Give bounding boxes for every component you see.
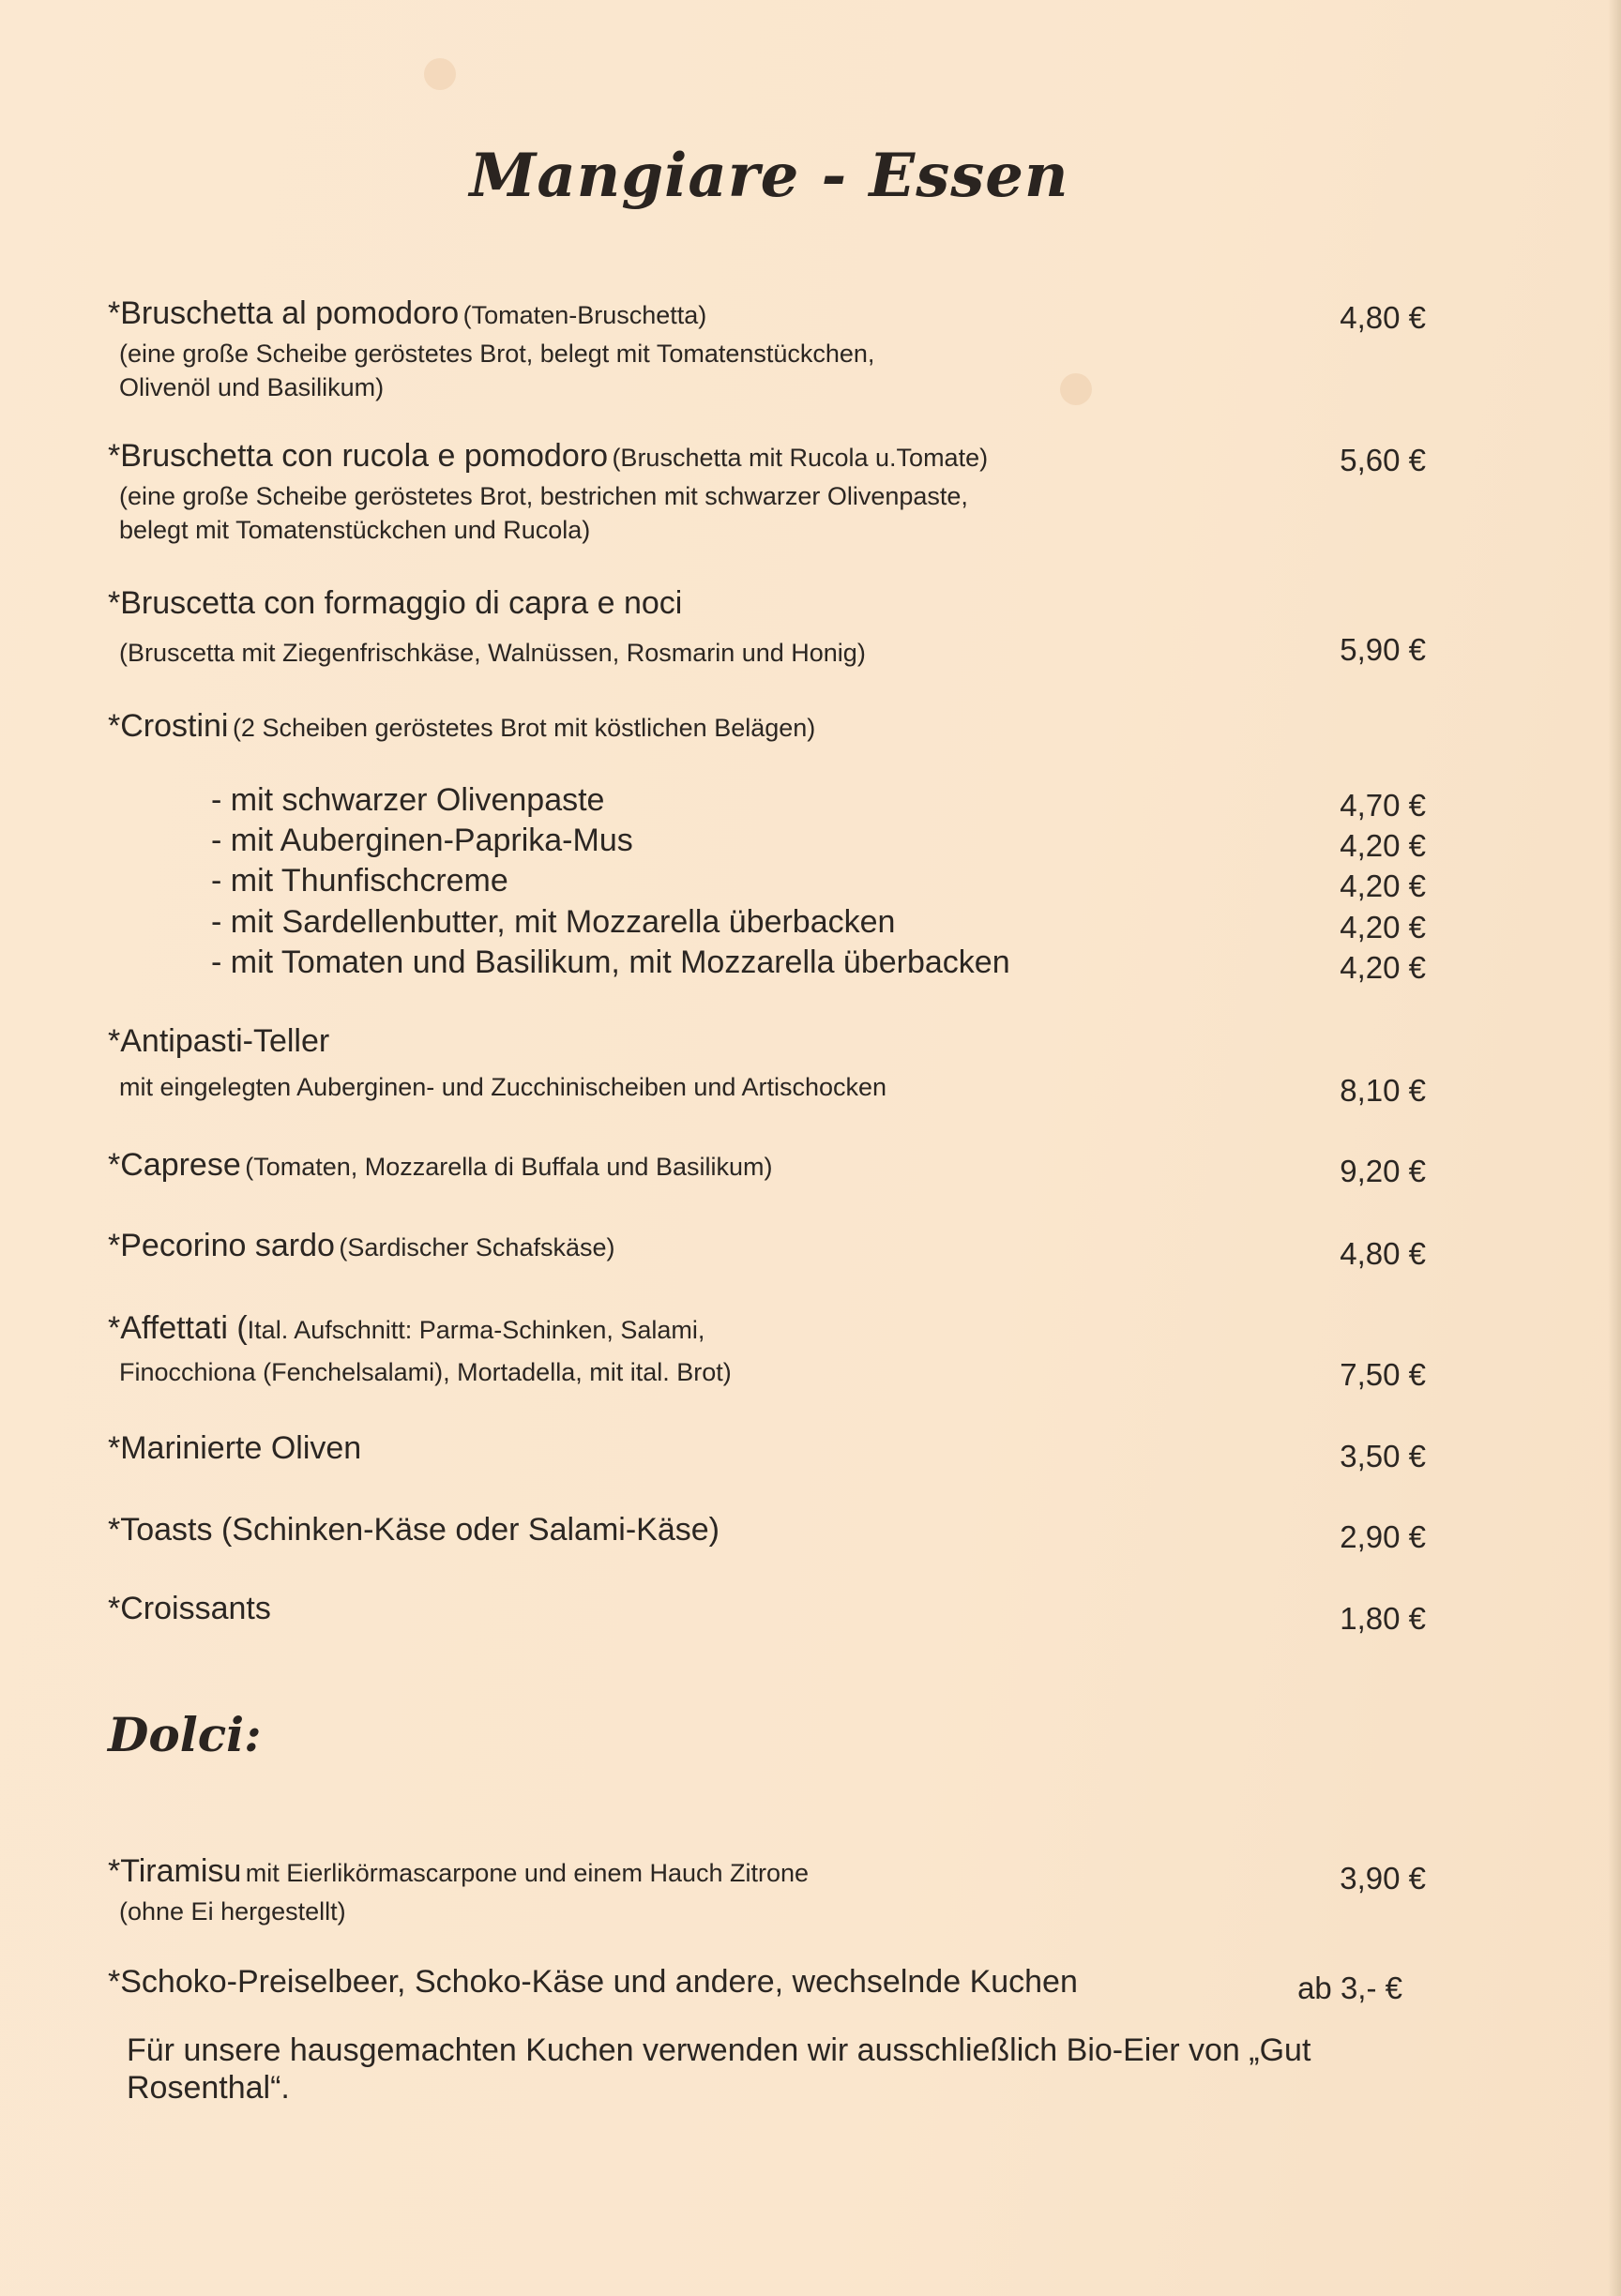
item-name: *Toasts (Schinken-Käse oder Salami-Käse) <box>108 1512 720 1548</box>
crostini-option: - mit Sardellenbutter, mit Mozzarella überbacken <box>211 904 896 940</box>
menu-item-pecorino <box>108 1229 1421 1269</box>
menu-item-croissants <box>108 1592 1421 1632</box>
item-name: *Croissants <box>108 1591 271 1626</box>
crostini-option: - mit Tomaten und Basilikum, mit Mozzarella überbacken <box>211 944 1010 980</box>
crostini-option: - mit Thunfischcreme <box>211 863 508 899</box>
item-description: Olivenöl und Basilikum) <box>119 373 385 401</box>
item-price: 1,80 € <box>1340 1601 1426 1636</box>
item-price: 2,90 € <box>1340 1519 1426 1554</box>
item-name: *Marinierte Oliven <box>108 1430 362 1466</box>
crostini-option: - mit Auberginen-Paprika-Mus <box>211 823 633 858</box>
item-name: *Bruscetta con formaggio di capra e noci <box>108 585 683 621</box>
page-title: Mangiare - Essen <box>469 141 1069 211</box>
menu-item-crostini <box>108 709 1421 749</box>
item-subtitle: (Sardischer Schafskäse) <box>339 1233 615 1261</box>
item-subtitle: (Tomaten, Mozzarella di Buffala und Basilikum) <box>245 1153 773 1181</box>
item-description: mit eingelegten Auberginen- und Zucchinischeiben und Artischocken <box>119 1073 887 1101</box>
item-name: *Caprese <box>108 1147 241 1183</box>
item-price: 4,80 € <box>1340 1236 1426 1271</box>
paper-stain <box>424 58 456 90</box>
menu-item-oliven <box>108 1431 1421 1472</box>
item-name: *Bruschetta al pomodoro <box>108 295 460 331</box>
crostini-option: - mit schwarzer Olivenpaste <box>211 782 605 818</box>
menu-item-bruscetta-formaggio <box>108 586 1421 670</box>
item-description: Finocchiona (Fenchelsalami), Mortadella, mit ital. Brot) <box>119 1358 732 1386</box>
menu-item-affettati <box>108 1311 1421 1389</box>
item-subtitle: mit Eierlikörmascarpone und einem Hauch Zitrone <box>245 1859 810 1887</box>
menu-item-antipasti <box>108 1024 1421 1104</box>
footnote-bio-eier: Für unsere hausgemachten Kuchen verwenden wir ausschließlich Bio-Eier von „Gut Rosenthal“. <box>127 2032 1311 2106</box>
menu-item-tiramisu <box>108 1854 1421 1928</box>
item-subtitle: (2 Scheiben geröstetes Brot mit köstlichen Belägen) <box>232 714 816 742</box>
item-description: belegt mit Tomatenstückchen und Rucola) <box>119 516 591 544</box>
item-subtitle: (Tomaten-Bruschetta) <box>462 301 707 329</box>
menu-item-kuchen <box>108 1965 1421 2005</box>
menu-item-bruschetta-rucola <box>108 439 1421 547</box>
item-price: 5,60 € <box>1340 443 1426 477</box>
item-price: 5,90 € <box>1340 632 1426 667</box>
item-price: 9,20 € <box>1340 1154 1426 1188</box>
paper-edge-shadow <box>1608 0 1621 2296</box>
crostini-option-price: 4,70 € <box>1340 788 1426 823</box>
item-description: (Bruscetta mit Ziegenfrischkäse, Walnüssen, Rosmarin und Honig) <box>119 639 866 667</box>
item-name: *Schoko-Preiselbeer, Schoko-Käse und andere, wechselnde Kuchen <box>108 1964 1078 2000</box>
item-price: 4,80 € <box>1340 300 1426 335</box>
crostini-option-price: 4,20 € <box>1340 950 1426 985</box>
item-name: *Affettati ( <box>108 1310 248 1346</box>
item-price: 3,50 € <box>1340 1439 1426 1473</box>
item-price: 7,50 € <box>1340 1357 1426 1392</box>
item-price: 3,90 € <box>1340 1861 1426 1896</box>
crostini-option-price: 4,20 € <box>1340 910 1426 944</box>
crostini-option-price: 4,20 € <box>1340 869 1426 903</box>
item-name: *Bruschetta con rucola e pomodoro <box>108 438 608 474</box>
item-name: *Tiramisu <box>108 1853 242 1889</box>
item-subtitle: (Bruschetta mit Rucola u.Tomate) <box>612 444 989 472</box>
menu-item-toasts <box>108 1513 1421 1553</box>
item-name: *Pecorino sardo <box>108 1228 335 1263</box>
item-subtitle: Ital. Aufschnitt: Parma-Schinken, Salami, <box>247 1316 705 1344</box>
section-title-dolci: Dolci: <box>108 1707 262 1762</box>
item-price: 8,10 € <box>1340 1073 1426 1108</box>
item-description: (eine große Scheibe geröstetes Brot, belegt mit Tomatenstückchen, <box>119 340 875 368</box>
item-name: *Crostini <box>108 708 229 744</box>
menu-item-bruschetta-pomodoro <box>108 296 1421 404</box>
item-description: (ohne Ei hergestellt) <box>119 1897 346 1926</box>
item-name: *Antipasti-Teller <box>108 1023 330 1059</box>
menu-item-caprese <box>108 1148 1421 1188</box>
item-description: (eine große Scheibe geröstetes Brot, bestrichen mit schwarzer Olivenpaste, <box>119 482 968 510</box>
item-price: ab 3,- € <box>1297 1971 1402 2005</box>
crostini-option-price: 4,20 € <box>1340 828 1426 863</box>
